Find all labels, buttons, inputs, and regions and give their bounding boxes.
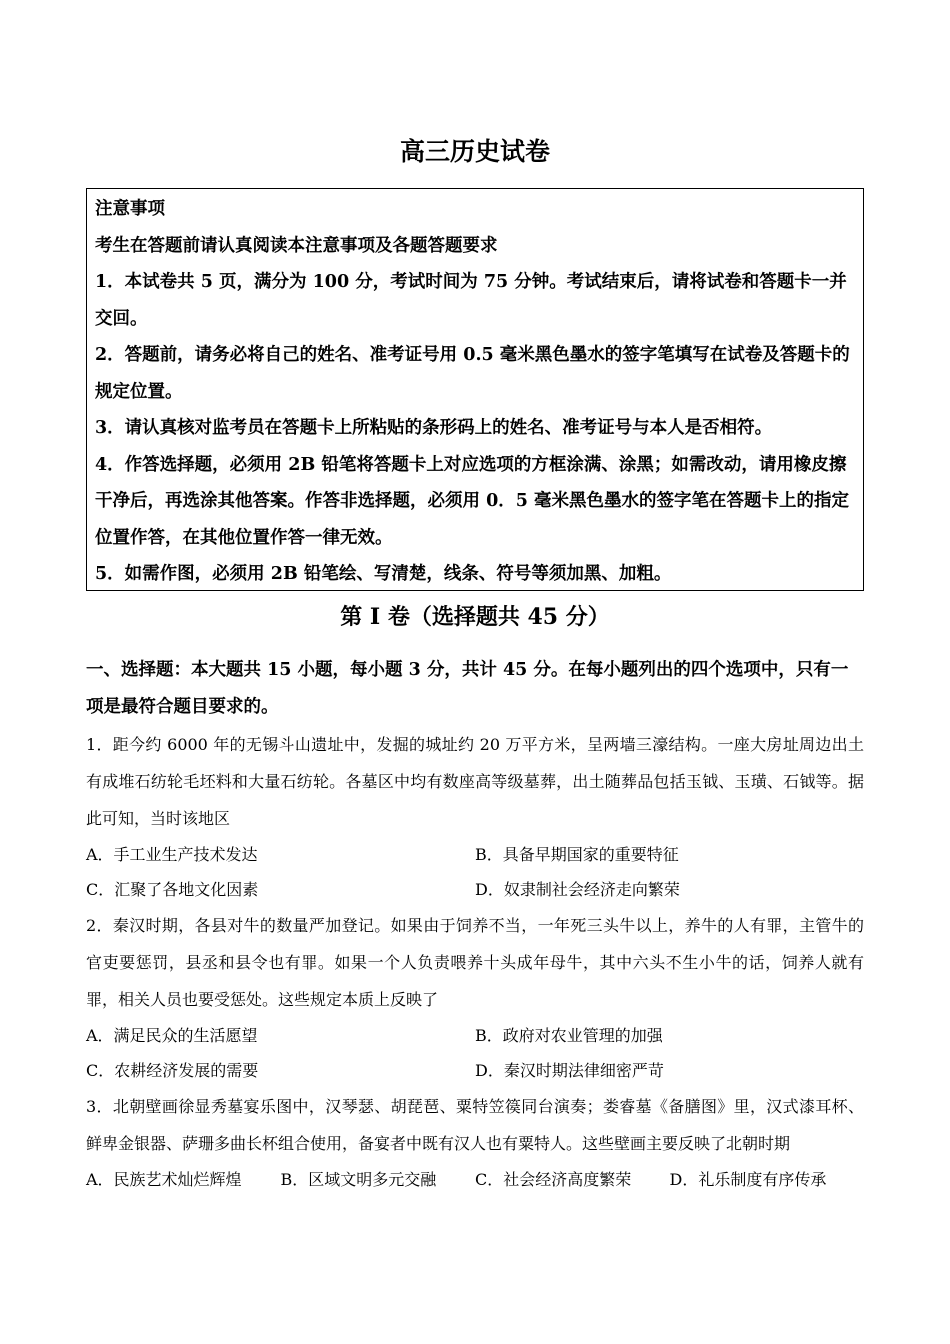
question-stem: 3．北朝壁画徐显秀墓宴乐图中，汉琴瑟、胡琵琶、粟特笠篌同台演奏；娄睿墓《备膳图》里，汉式漆耳杯、鲜卑金银器、萨珊多曲长杯组合使用，备宴者中既有汉人也有粟特人。这些壁画主要反映了北朝时期 bbox=[86, 1097, 864, 1153]
notice-line: 4．作答选择题，必须用 2B 铅笔将答题卡上对应选项的方框涂满、涂黑；如需改动，请用橡皮擦干净后，再选涂其他答案。作答非选择题，必须用 0．5 毫米黑色墨水的签字笔在答题卡上的指定位置作答，在其他位置作答一律无效。 bbox=[95, 454, 850, 548]
notice-line: 2．答题前，请务必将自己的姓名、准考证号用 0.5 毫米黑色墨水的签字笔填写在试卷及答题卡的规定位置。 bbox=[95, 345, 850, 402]
exam-title: 高三历史试卷 bbox=[399, 137, 550, 166]
section-title: 第 Ⅰ 卷（选择题共 45 分） bbox=[340, 604, 610, 630]
option-b: B．政府对农业管理的加强 bbox=[475, 1026, 663, 1045]
question-list bbox=[86, 726, 864, 1197]
option-a: A．满足民众的生活愿望 bbox=[86, 1026, 258, 1045]
options-row bbox=[86, 1018, 864, 1053]
options-row bbox=[86, 1053, 864, 1088]
notice-line: 5．如需作图，必须用 2B 铅笔绘、写清楚，线条、符号等须加黑、加粗。 bbox=[95, 564, 672, 584]
option-c: C．汇聚了各地文化因素 bbox=[86, 880, 259, 899]
question-1 bbox=[86, 726, 864, 907]
notice-line: 考生在答题前请认真阅读本注意事项及各题答题要求 bbox=[95, 235, 498, 256]
notice-heading: 注意事项 bbox=[95, 199, 165, 219]
question-stem: 1．距今约 6000 年的无锡斗山遗址中，发掘的城址约 20 万平方米，呈两墙三濠结构。一座大房址周边出土有成堆石纺轮毛坯料和大量石纺轮。各墓区中均有数座高等级墓葬，出土随葬品包括玉钺、玉璜、石钺等。据此可知，当时该地区 bbox=[86, 735, 864, 828]
notice-line: 1．本试卷共 5 页，满分为 100 分，考试时间为 75 分钟。考试结束后，请将试卷和答题卡一并交回。 bbox=[95, 272, 847, 329]
notice-box bbox=[86, 188, 864, 591]
options-row bbox=[86, 1162, 864, 1197]
option-b: B．区域文明多元交融 bbox=[280, 1170, 437, 1189]
notice-line: 3．请认真核对监考员在答题卡上所粘贴的条形码上的姓名、准考证号与本人是否相符。 bbox=[95, 418, 773, 438]
option-d: D．秦汉时期法律细密严苛 bbox=[475, 1061, 664, 1080]
option-c: C．农耕经济发展的需要 bbox=[86, 1061, 259, 1080]
option-a: A．手工业生产技术发达 bbox=[86, 845, 258, 864]
option-d: D．礼乐制度有序传承 bbox=[669, 1170, 827, 1189]
option-a: A．民族艺术灿烂辉煌 bbox=[86, 1170, 242, 1189]
question-3 bbox=[86, 1088, 864, 1197]
options-row bbox=[86, 872, 864, 907]
question-stem: 2．秦汉时期，各县对牛的数量严加登记。如果由于饲养不当，一年死三头牛以上，养牛的人有罪，主管牛的官吏要惩罚，县丞和县令也有罪。如果一个人负责喂养十头成年母牛，其中六头不生小牛的话，饲养人就有罪，相关人员也要受惩处。这些规定本质上反映了 bbox=[86, 916, 864, 1009]
options-row bbox=[86, 837, 864, 872]
question-2 bbox=[86, 907, 864, 1088]
option-b: B．具备早期国家的重要特征 bbox=[475, 845, 679, 864]
section-intro: 一、选择题：本大题共 15 小题，每小题 3 分，共计 45 分。在每小题列出的四个选项中，只有一项是最符合题目要求的。 bbox=[86, 660, 849, 717]
option-c: C．社会经济高度繁荣 bbox=[475, 1170, 632, 1189]
option-d: D．奴隶制社会经济走向繁荣 bbox=[475, 880, 680, 899]
